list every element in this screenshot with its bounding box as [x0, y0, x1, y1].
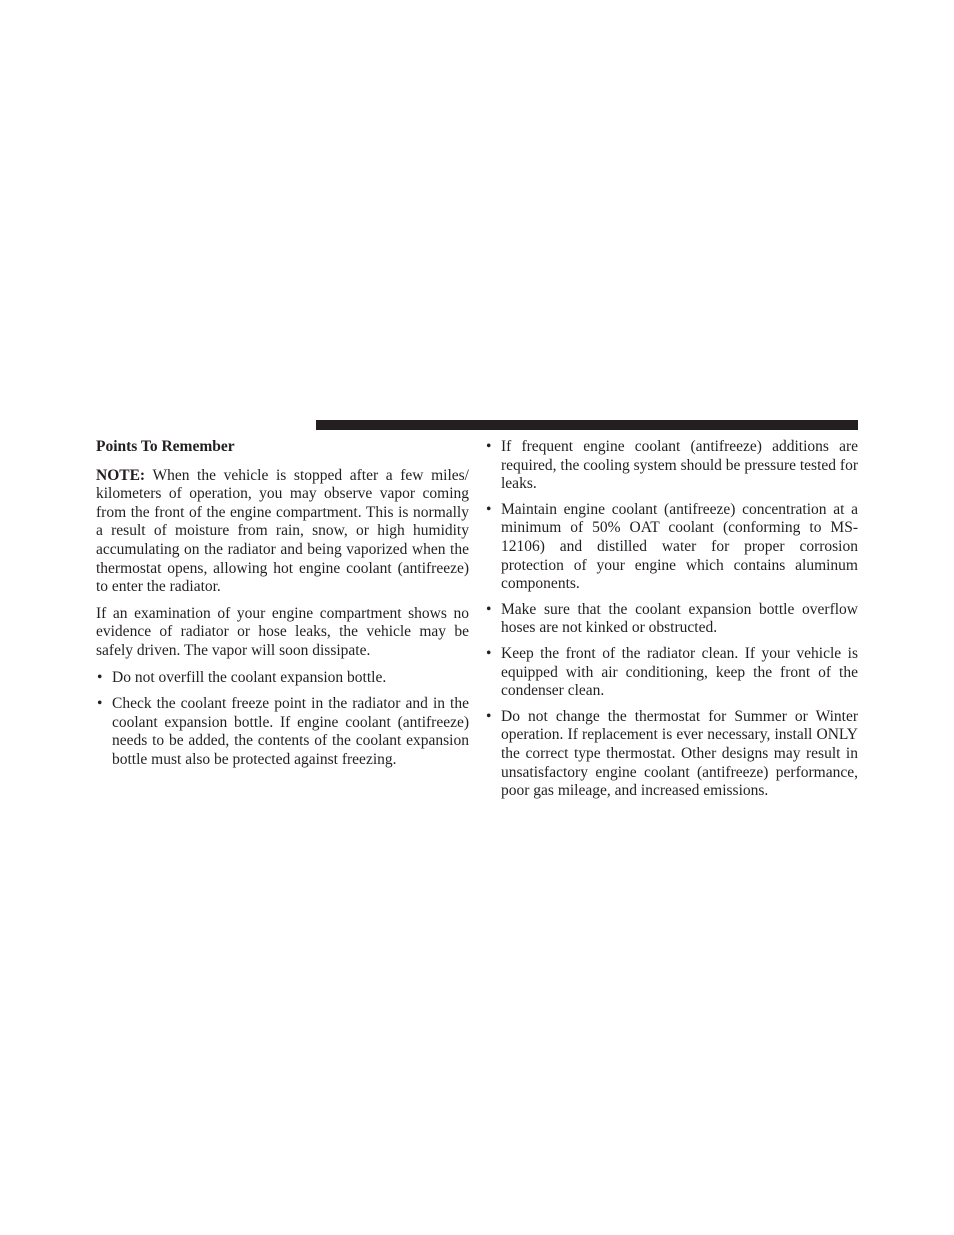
- list-item-text: Make sure that the coolant expansion bottle overflow hoses are not kinked or obstructed.: [501, 600, 858, 637]
- left-column: [96, 438, 469, 778]
- list-item-text: Do not change the thermostat for Summer or Winter operation. If replacement is ever necessary, install ONLY the correct type thermostat. Other designs may result in unsatisfactory engine coolant (antifreeze) performance, poor gas mileage, and increased emissions.: [501, 707, 858, 800]
- list-item: [485, 601, 858, 638]
- list-item-text: Do not overfill the coolant expansion bottle.: [112, 668, 387, 686]
- body-paragraph: If an examination of your engine compartment shows no evidence of radiator or hose leaks, the vehicle may be safely driven. The vapor will soon dissipate.: [96, 604, 469, 659]
- bullet-icon: •: [486, 500, 492, 518]
- note-label: NOTE:: [96, 466, 146, 484]
- right-column: [485, 438, 858, 808]
- list-item: [485, 645, 858, 701]
- section-heading: Points To Remember: [96, 438, 235, 455]
- list-item: [96, 695, 469, 769]
- list-item-text: Maintain engine coolant (antifreeze) concentration at a minimum of 50% OAT coolant (conforming to MS-12106) and distilled water for proper corrosion protection of your engine which contains aluminum components.: [501, 500, 858, 593]
- list-item-text: Check the coolant freeze point in the radiator and in the coolant expansion bottle. If engine coolant (antifreeze) needs to be added, the contents of the coolant expansion bottle must also be protected against freezing.: [112, 695, 469, 768]
- list-item-text: If frequent engine coolant (antifreeze) additions are required, the cooling system should be pressure tested for leaks.: [501, 438, 858, 493]
- left-bullet-list: [96, 669, 469, 770]
- right-bullet-list: [485, 438, 858, 801]
- bullet-icon: •: [486, 707, 492, 725]
- bullet-icon: •: [486, 438, 492, 455]
- note-text: When the vehicle is stopped after a few miles/ kilometers of operation, you may observe vapor coming from the front of the engine compartment. This is normally a result of moisture from rain, snow, or high humidity accumulating on the radiator and being vaporized when the thermostat opens, allowing hot engine coolant (antifreeze) to enter the radiator.: [96, 466, 469, 596]
- note-paragraph: [96, 467, 469, 597]
- bullet-icon: •: [486, 600, 492, 618]
- bullet-icon: •: [97, 668, 103, 686]
- list-item: [485, 438, 858, 494]
- bullet-icon: •: [97, 695, 103, 713]
- list-item: [485, 708, 858, 801]
- list-item: [96, 669, 469, 688]
- list-item-text: Keep the front of the radiator clean. If your vehicle is equipped with air conditioning, keep the front of the condenser clean.: [501, 644, 858, 700]
- bullet-icon: •: [486, 644, 492, 662]
- section-divider-bar: [316, 420, 858, 430]
- list-item: [485, 501, 858, 594]
